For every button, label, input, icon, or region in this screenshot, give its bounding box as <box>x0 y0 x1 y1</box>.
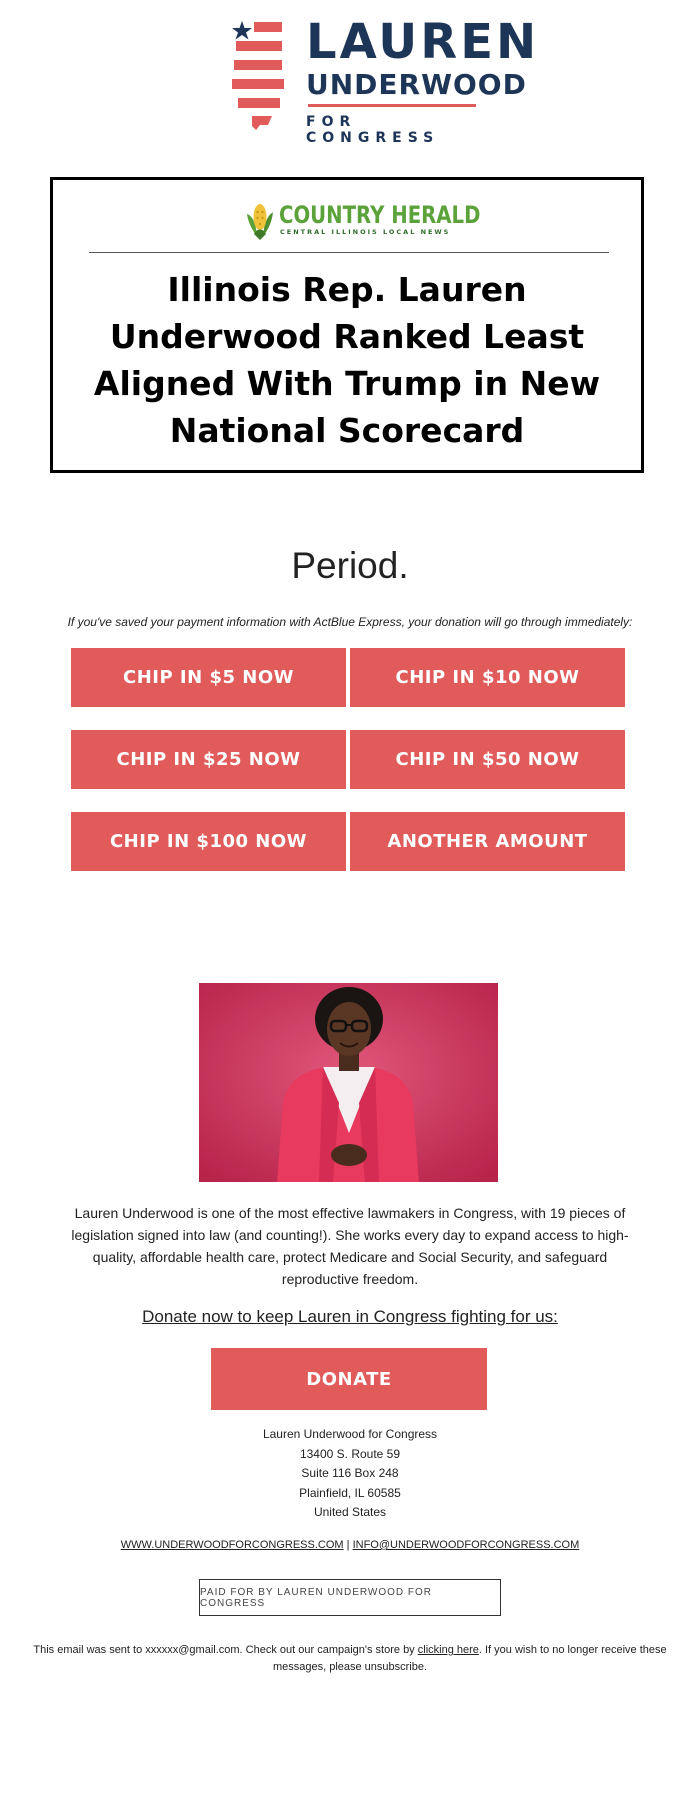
candidate-photo <box>199 983 498 1182</box>
email-footer <box>30 1642 670 1676</box>
logo-divider <box>308 104 476 107</box>
article-headline[interactable]: Illinois Rep. Lauren Underwood Ranked Least Aligned With Trump in New National Scorecard <box>93 270 601 450</box>
email-link[interactable]: INFO@UNDERWOODFORCONGRESS.COM <box>352 1539 580 1551</box>
article-divider <box>89 252 609 253</box>
herald-name: COUNTRY HERALD <box>279 201 481 229</box>
donate-button[interactable]: DONATE <box>211 1348 487 1410</box>
donate-now-link[interactable]: Donate now to keep Lauren in Congress fighting for us: <box>142 1307 558 1326</box>
period-text: Period. <box>291 545 409 586</box>
campaign-logo <box>228 14 540 146</box>
flag-state-icon <box>228 18 298 136</box>
address-suite: Suite 116 Box 248 <box>301 1466 399 1480</box>
chip-in-5-button[interactable]: CHIP IN $5 NOW <box>71 648 346 707</box>
chip-in-50-button[interactable]: CHIP IN $50 NOW <box>350 730 625 789</box>
contact-links <box>0 1539 700 1551</box>
address-city: Plainfield, IL 60585 <box>299 1485 401 1500</box>
herald-tagline: CENTRAL ILLINOIS LOCAL NEWS <box>280 228 451 236</box>
paid-for-disclaimer: PAID FOR BY LAUREN UNDERWOOD FOR CONGRESS <box>199 1579 501 1616</box>
chip-in-25-button[interactable]: CHIP IN $25 NOW <box>71 730 346 789</box>
logo-lauren: LAUREN <box>306 14 540 70</box>
address-country: United States <box>313 1505 387 1519</box>
another-amount-button[interactable]: ANOTHER AMOUNT <box>350 812 625 871</box>
chip-in-10-button[interactable]: CHIP IN $10 NOW <box>350 648 625 707</box>
mailing-address <box>0 1425 700 1523</box>
footer-text-2: . If you wish to no longer receive these messages, please unsubscribe. <box>272 1644 667 1673</box>
address-street: 13400 S. Route 59 <box>299 1446 401 1461</box>
corn-icon <box>243 200 277 240</box>
chip-in-100-button[interactable]: CHIP IN $100 NOW <box>71 812 346 871</box>
website-link[interactable]: WWW.UNDERWOODFORCONGRESS.COM <box>120 1539 344 1551</box>
candidate-bio: Lauren Underwood is one of the most effective lawmakers in Congress, with 19 pieces of legislation signed into law (and counting!). She works every day to expand access to high-quality, affordable health care, protect Medicare and Social Security, and safeguard reproductive freedom. <box>71 1205 629 1287</box>
country-herald-logo <box>243 200 481 240</box>
article-card[interactable] <box>50 177 644 473</box>
logo-for-congress: FOR CONGRESS <box>306 114 440 146</box>
actblue-express-note: If you've saved your payment information with ActBlue Express, your donation will go through immediately: <box>67 615 633 629</box>
address-name: Lauren Underwood for Congress <box>262 1427 438 1441</box>
logo-underwood: UNDERWOOD <box>306 68 527 101</box>
link-separator: | <box>346 1539 350 1551</box>
store-link[interactable]: clicking here <box>417 1644 479 1656</box>
footer-text-1: This email was sent to xxxxxx@gmail.com. Check out our campaign's store by <box>33 1644 418 1656</box>
